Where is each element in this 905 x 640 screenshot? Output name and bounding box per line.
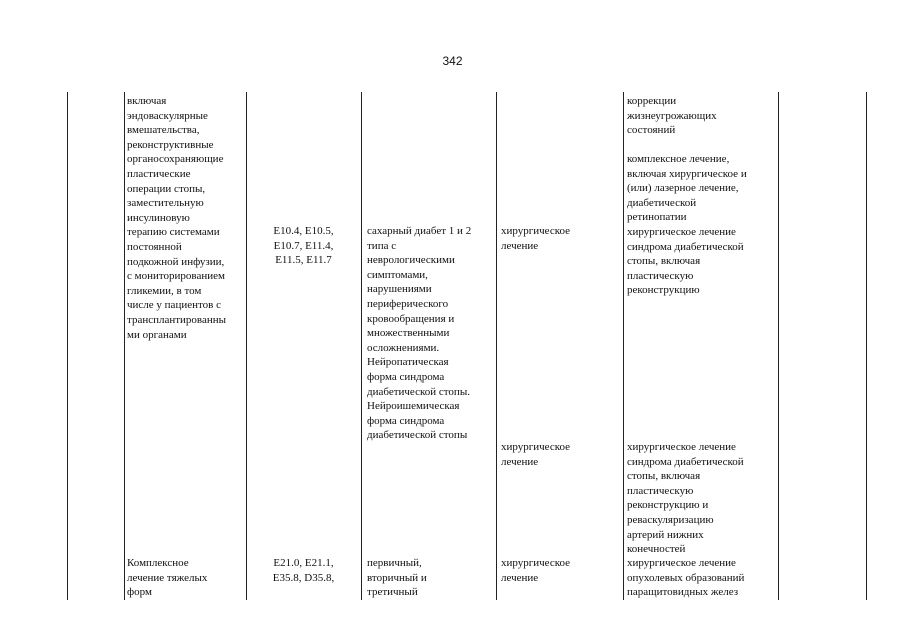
table-cell-codes: E10.4, E10.5, E10.7, E11.4, E11.5, E11.7 xyxy=(273,225,334,267)
page-number: 342 xyxy=(442,54,463,68)
table-cell-codes: E21.0, E21.1, E35.8, D35.8, xyxy=(272,557,335,584)
column-divider xyxy=(124,92,125,600)
column-divider xyxy=(623,92,624,600)
table-cell-description: Комплексное лечение тяжелых форм xyxy=(127,557,208,599)
table-cell-patient-model: первичный, вторичный и третичный xyxy=(367,557,427,599)
table-cell-treatment-type: хирургическое лечение xyxy=(501,557,571,584)
table-border-right xyxy=(866,92,867,600)
column-divider xyxy=(496,92,497,600)
table-cell-method: комплексное лечение, включая хирургическое и (или) лазерное лечение, диабетической ретинопатии хирургическое лечение синдрома диабетической стопы, включая пластическую реконструкцию xyxy=(627,153,747,297)
table-cell-treatment-type: хирургическое лечение xyxy=(501,225,571,252)
table-cell-description: включая эндоваскулярные вмешательства, реконструктивные органосохраняющие пластические операции стопы, заместительную инсулиновую терапию системами постоянной подкожной инфузии, с мониторированием гликемии, в том числе у пациентов с трансплантированны ми органами xyxy=(127,95,227,341)
column-divider xyxy=(361,92,362,600)
table-cell-method: хирургическое лечение опухолевых образований паращитовидных желез xyxy=(627,557,745,599)
table-cell-patient-model: сахарный диабет 1 и 2 типа с неврологическими симптомами, нарушениями периферического кровообращения и множественными осложнениями. Нейропатическая форма синдрома диабетической стопы. Нейроишемическая форма синдрома диабетической стопы xyxy=(367,225,472,442)
table-cell-method: коррекции жизнеугрожающих состояний xyxy=(627,95,717,137)
table-cell-method: хирургическое лечение синдрома диабетической стопы, включая пластическую реконструкцию и реваскуляризацию артерий нижних конечностей xyxy=(627,441,744,556)
column-divider xyxy=(246,92,247,600)
table-border-left xyxy=(67,92,68,600)
table-cell-treatment-type: хирургическое лечение xyxy=(501,441,571,468)
column-divider xyxy=(778,92,779,600)
